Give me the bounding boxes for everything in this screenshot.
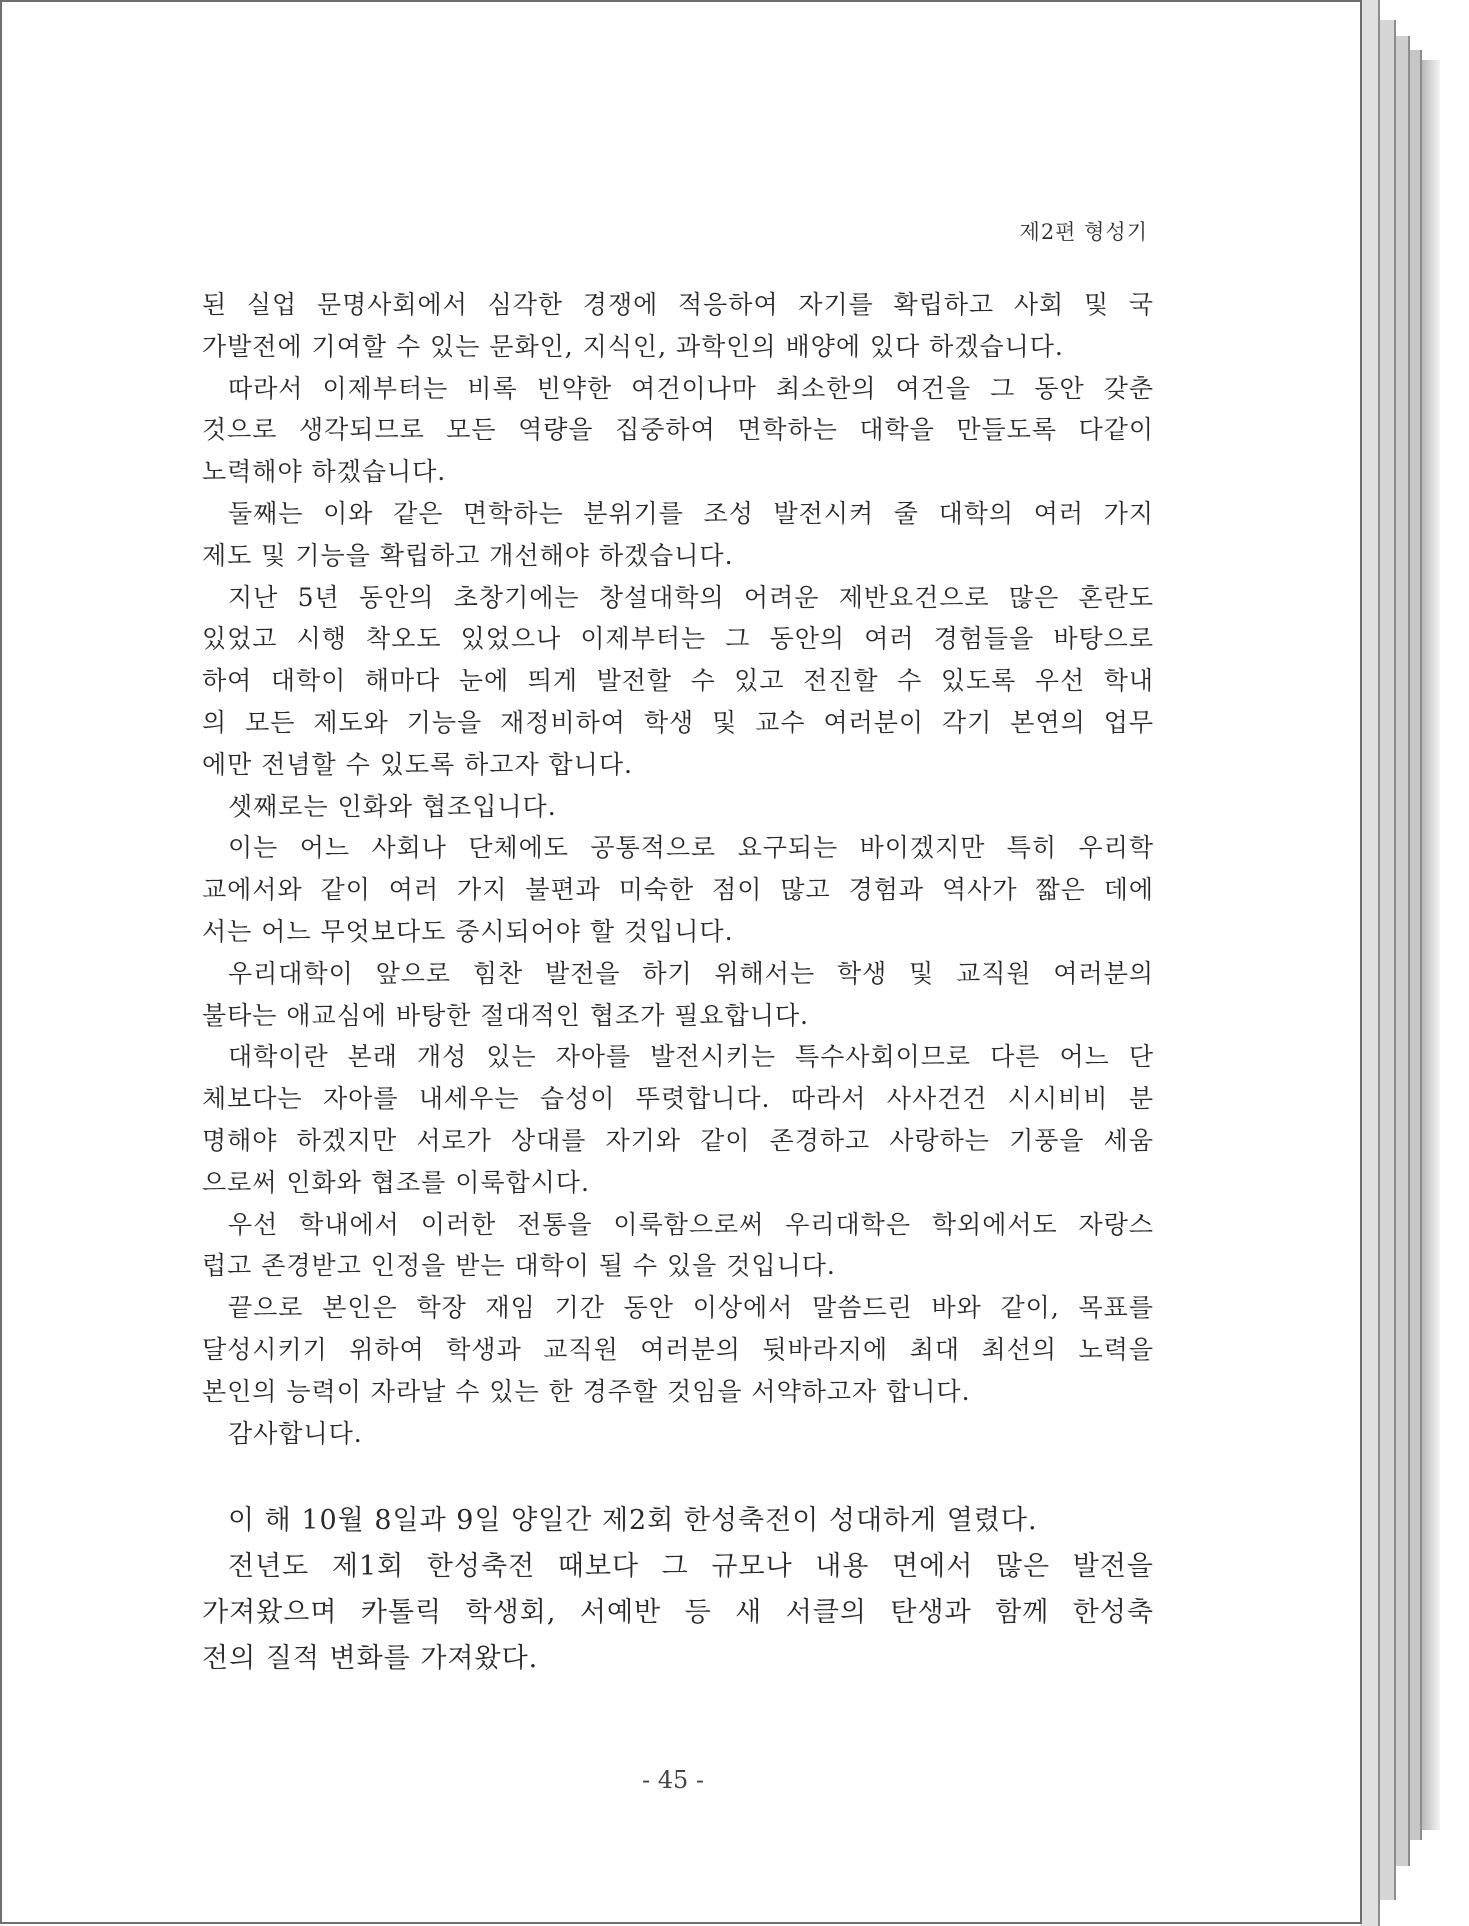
text-line: 달성시키기 위하여 학생과 교직원 여러분의 뒷바라지에 최대 최선의 노력을 bbox=[202, 1334, 1154, 1364]
running-head: 제2편 형성기 bbox=[1019, 220, 1148, 244]
paragraph bbox=[202, 1204, 1154, 1288]
text-line: 체보다는 자아를 내세우는 습성이 뚜렷합니다. 따라서 사사건건 시시비비 분 bbox=[202, 1084, 1154, 1114]
text-line: 교에서와 같이 여러 가지 불편과 미숙한 점이 많고 경험과 역사가 짧은 데에 bbox=[202, 875, 1154, 905]
text-line: 둘째는 이와 같은 면학하는 분위기를 조성 발전시켜 줄 대학의 여러 가지 bbox=[228, 498, 1154, 528]
paragraph bbox=[202, 1498, 1154, 1544]
text-line: 전의 질적 변화를 가져왔다. bbox=[202, 1643, 539, 1675]
text-line: 이 해 10월 8일과 9일 양일간 제2회 한성축전이 성대하게 열렸다. bbox=[228, 1505, 1038, 1537]
paragraph bbox=[202, 577, 1154, 786]
paragraph bbox=[202, 493, 1154, 577]
text-line: 있었고 시행 착오도 있었으나 이제부터는 그 동안의 여러 경험들을 바탕으로 bbox=[202, 624, 1154, 654]
page-stack-edge bbox=[1396, 36, 1410, 1866]
text-line: 우선 학내에서 이러한 전통을 이룩함으로써 우리대학은 학외에서도 자랑스 bbox=[228, 1209, 1154, 1239]
page-stack-edge bbox=[1360, 0, 1380, 1926]
text-line: 가발전에 기여할 수 있는 문화인, 지식인, 과학인의 배양에 있다 하겠습니다. bbox=[202, 331, 1064, 361]
paragraph bbox=[202, 1413, 1154, 1455]
text-line: 감사합니다. bbox=[228, 1418, 363, 1448]
text-line: 럽고 존경받고 인정을 받는 대학이 될 수 있을 것입니다. bbox=[202, 1251, 836, 1281]
text-line: 가져왔으며 카톨릭 학생회, 서예반 등 새 서클의 탄생과 함께 한성축 bbox=[202, 1597, 1154, 1629]
page-number: - 45 - bbox=[641, 1766, 704, 1794]
text-line: 셋째로는 인화와 협조입니다. bbox=[228, 791, 557, 821]
text-line: 것으로 생각되므로 모든 역량을 집중하여 면학하는 대학을 만들도록 다같이 bbox=[202, 415, 1154, 445]
page-stack-edge bbox=[1380, 20, 1396, 1900]
body-text bbox=[202, 284, 1154, 1682]
page-stack-edge bbox=[1410, 50, 1422, 1840]
text-line: 전년도 제1회 한성축전 때보다 그 규모나 내용 면에서 많은 발전을 bbox=[228, 1551, 1154, 1583]
text-line: 끝으로 본인은 학장 재임 기간 동안 이상에서 말씀드린 바와 같이, 목표를 bbox=[228, 1293, 1154, 1323]
text-line: 노력해야 하겠습니다. bbox=[202, 457, 447, 487]
text-line: 대학이란 본래 개성 있는 자아를 발전시키는 특수사회이므로 다른 어느 단 bbox=[228, 1042, 1154, 1072]
paragraph bbox=[202, 1544, 1154, 1682]
text-line: 명해야 하겠지만 서로가 상대를 자기와 같이 존경하고 사랑하는 기풍을 세움 bbox=[202, 1125, 1154, 1155]
paragraph bbox=[202, 953, 1154, 1037]
paragraph bbox=[202, 284, 1154, 368]
text-line: 으로써 인화와 협조를 이룩합시다. bbox=[202, 1167, 590, 1197]
text-line: 된 실업 문명사회에서 심각한 경쟁에 적응하여 자기를 확립하고 사회 및 국 bbox=[202, 290, 1154, 319]
paragraph bbox=[202, 368, 1154, 493]
text-line: 따라서 이제부터는 비록 빈약한 여건이나마 최소한의 여건을 그 동안 갖춘 bbox=[228, 373, 1154, 403]
text-line: 불타는 애교심에 바탕한 절대적인 협조가 필요합니다. bbox=[202, 1000, 809, 1030]
paragraph bbox=[202, 1036, 1154, 1203]
text-line: 의 모든 제도와 기능을 재정비하여 학생 및 교수 여러분이 각기 본연의 업무 bbox=[202, 707, 1154, 737]
text-line: 본인의 능력이 자라날 수 있는 한 경주할 것임을 서약하고자 합니다. bbox=[202, 1376, 971, 1406]
text-line: 우리대학이 앞으로 힘찬 발전을 하기 위해서는 학생 및 교직원 여러분의 bbox=[228, 958, 1154, 988]
paragraph bbox=[202, 827, 1154, 952]
paragraph bbox=[202, 786, 1154, 828]
paragraph bbox=[202, 1287, 1154, 1412]
section-gap bbox=[202, 1454, 1154, 1498]
text-line: 서는 어느 무엇보다도 중시되어야 할 것입니다. bbox=[202, 916, 734, 946]
text-line: 지난 5년 동안의 초창기에는 창설대학의 어려운 제반요건으로 많은 혼란도 bbox=[228, 582, 1154, 612]
text-line: 제도 및 기능을 확립하고 개선해야 하겠습니다. bbox=[202, 540, 734, 570]
text-line: 하여 대학이 해마다 눈에 띄게 발전할 수 있고 전진할 수 있도록 우선 학내 bbox=[202, 666, 1154, 696]
text-line: 이는 어느 사회나 단체에도 공통적으로 요구되는 바이겠지만 특히 우리학 bbox=[228, 833, 1154, 863]
page-stack-shadow bbox=[1422, 60, 1440, 1830]
text-line: 에만 전념할 수 있도록 하고자 합니다. bbox=[202, 749, 633, 779]
